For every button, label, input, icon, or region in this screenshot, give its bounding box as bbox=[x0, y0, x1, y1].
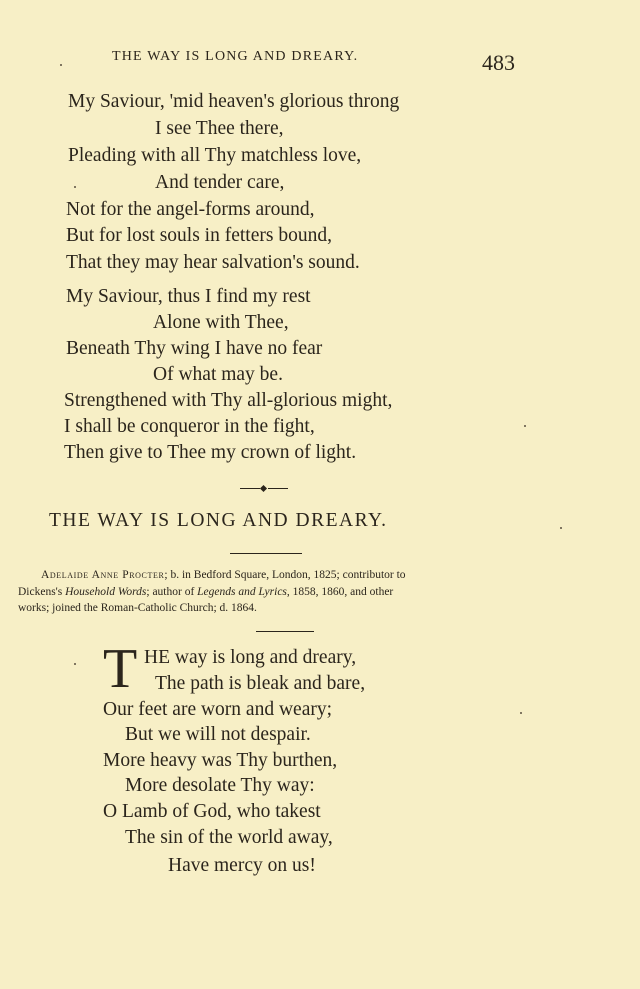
verse-line: Not for the angel-forms around, bbox=[66, 199, 315, 220]
paper-speck bbox=[560, 527, 562, 529]
paper-speck bbox=[60, 64, 62, 66]
verse-line: Our feet are worn and weary; bbox=[103, 699, 333, 720]
verse-line: Have mercy on us! bbox=[168, 855, 316, 876]
verse-line: But we will not despair. bbox=[125, 724, 311, 745]
verse-line: And tender care, bbox=[155, 172, 285, 193]
verse-line: Then give to Thee my crown of light. bbox=[64, 442, 357, 463]
verse-line: My Saviour, thus I find my rest bbox=[66, 286, 311, 307]
paper-speck bbox=[520, 712, 522, 714]
verse-line: My Saviour, 'mid heaven's glorious throng bbox=[68, 91, 400, 112]
work-title: Legends and Lyrics bbox=[197, 585, 287, 598]
verse-line: I shall be conqueror in the fight, bbox=[64, 416, 315, 437]
verse-line: Of what may be. bbox=[153, 364, 283, 385]
verse-line: But for lost souls in fetters bound, bbox=[66, 225, 332, 246]
poem-title: THE WAY IS LONG AND DREARY. bbox=[49, 510, 388, 531]
ornament-divider bbox=[240, 486, 288, 492]
verse-line: More desolate Thy way: bbox=[125, 775, 315, 796]
paper-speck bbox=[524, 425, 526, 427]
drop-cap: T bbox=[103, 638, 138, 700]
verse-line: Pleading with all Thy matchless love, bbox=[68, 145, 362, 166]
verse-line: O Lamb of God, who takest bbox=[103, 801, 321, 822]
rule bbox=[230, 553, 302, 554]
paper-speck bbox=[74, 663, 76, 665]
running-head: THE WAY IS LONG AND DREARY. bbox=[112, 49, 359, 64]
author-name: Adelaide Anne Procter bbox=[41, 569, 165, 581]
page-number: 483 bbox=[482, 50, 515, 75]
author-attribution: Adelaide Anne Procter; b. in Bedford Square, London, 1825; contributor to Dickens's Household Words; author of Legends and Lyrics, 1858, 1860, and other works; joined the Roman-Catholic Church; d. 1864. bbox=[18, 569, 406, 614]
verse-line: The sin of the world away, bbox=[125, 827, 333, 848]
rule bbox=[256, 631, 314, 632]
verse-line: The path is bleak and bare, bbox=[155, 673, 366, 694]
verse-line: More heavy was Thy burthen, bbox=[103, 750, 338, 771]
verse-line: HE way is long and dreary, bbox=[144, 647, 357, 668]
verse-line: I see Thee there, bbox=[155, 118, 284, 139]
verse-line: Beneath Thy wing I have no fear bbox=[66, 338, 323, 359]
verse-line: Alone with Thee, bbox=[153, 312, 289, 333]
verse-line: That they may hear salvation's sound. bbox=[66, 252, 360, 273]
work-title: Household Words bbox=[65, 585, 147, 598]
verse-line: Strengthened with Thy all-glorious might, bbox=[64, 390, 393, 411]
paper-speck bbox=[74, 186, 76, 188]
